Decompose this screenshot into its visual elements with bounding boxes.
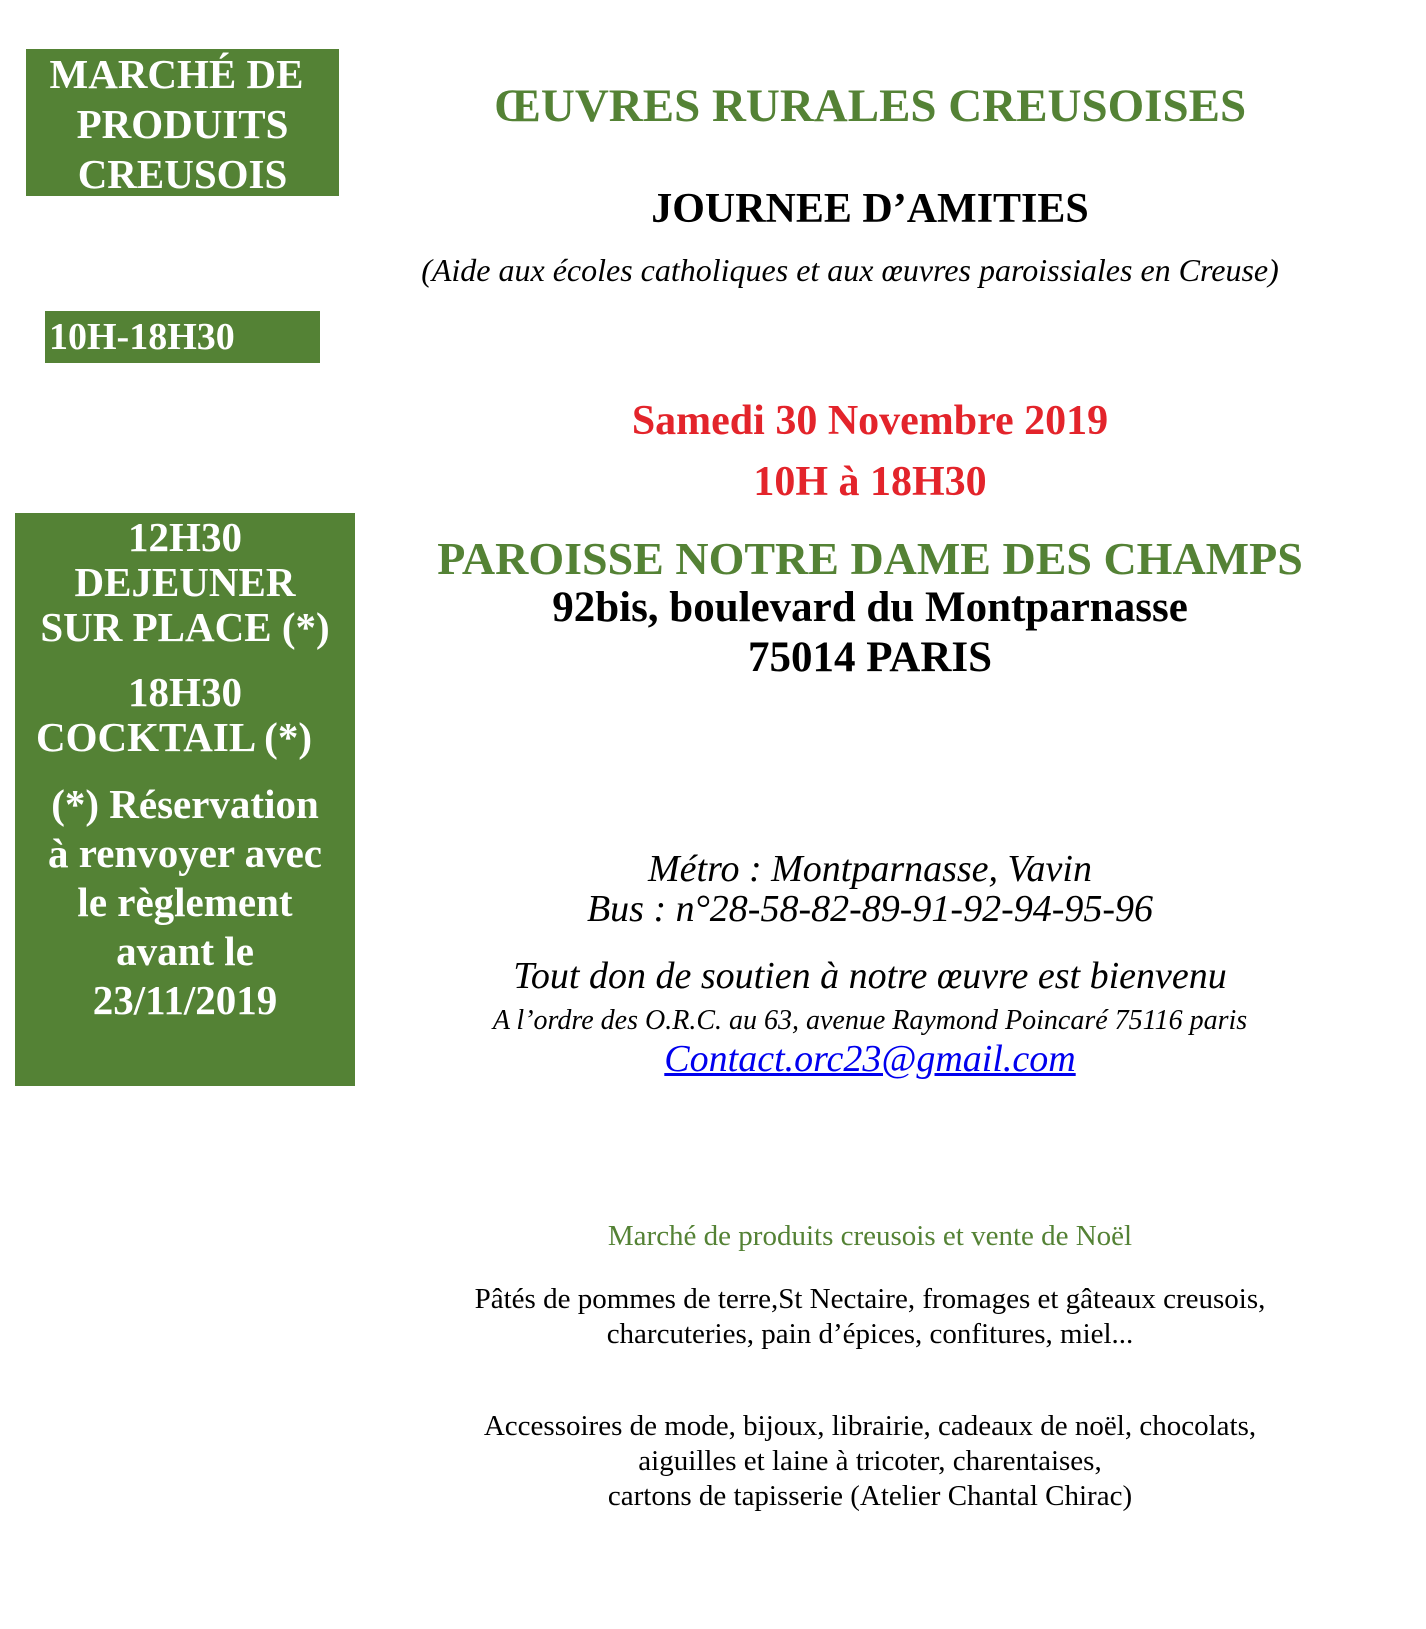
reservation-line: (*) Réservation [51,781,319,827]
reservation-line: avant le [116,928,254,974]
info-box [15,513,355,1086]
goods-line: aiguilles et laine à tricoter, charentaises, [638,1445,1102,1477]
metro-info: Métro : Montparnasse, Vavin [648,848,1092,890]
goods-line: Accessoires de mode, bijoux, librairie, cadeaux de noël, chocolats, [483,1410,1257,1442]
donation-text: Tout don de soutien à notre œuvre est bienvenu [513,955,1227,997]
hours-box-text: 10H-18H30 [49,316,235,358]
hours-box [45,311,320,363]
venue-address: 92bis, boulevard du Montparnasse [552,584,1188,631]
market-box-line: MARCHÉ DE [49,51,304,97]
reservation-line: le règlement [77,879,293,925]
food-products-line: charcuteries, pain d’épices, confitures, miel... [606,1318,1134,1350]
cocktail-time: 18H30 [128,669,242,715]
event-title: JOURNEE D’AMITIES [651,186,1089,232]
reservation-deadline: 23/11/2019 [92,977,278,1023]
contact-email-wrapper [370,1036,1370,1082]
venue-name: PAROISSE NOTRE DAME DES CHAMPS [437,533,1303,584]
market-box-line: PRODUITS [76,101,289,147]
event-date: Samedi 30 Novembre 2019 [631,398,1109,444]
bus-info: Bus : n°28-58-82-89-91-92-94-95-96 [586,888,1154,930]
lunch-time: 12H30 [128,514,242,560]
reservation-line: à renvoyer avec [47,830,322,876]
donation-order: A l’ordre des O.R.C. au 63, avenue Raymond Poincaré 75116 paris [492,1005,1248,1036]
cocktail-line: COCKTAIL (*) [35,714,312,760]
event-time: 10H à 18H30 [753,459,987,505]
organization-title: ŒUVRES RURALES CREUSOISES [493,80,1247,132]
lunch-line: DEJEUNER [74,559,296,605]
event-subtitle: (Aide aux écoles catholiques et aux œuvres paroissiales en Creuse) [421,252,1279,288]
market-title: Marché de produits creusois et vente de Noël [607,1220,1133,1252]
venue-city: 75014 PARIS [747,634,993,681]
goods-line: cartons de tapisserie (Atelier Chantal Chirac) [607,1480,1133,1512]
contact-email-link[interactable]: Contact.orc23@gmail.com [664,1038,1076,1080]
lunch-line: SUR PLACE (*) [40,604,330,650]
market-box [26,49,339,196]
market-box-line: CREUSOIS [77,151,288,197]
food-products-line: Pâtés de pommes de terre,St Nectaire, fromages et gâteaux creusois, [474,1283,1266,1315]
